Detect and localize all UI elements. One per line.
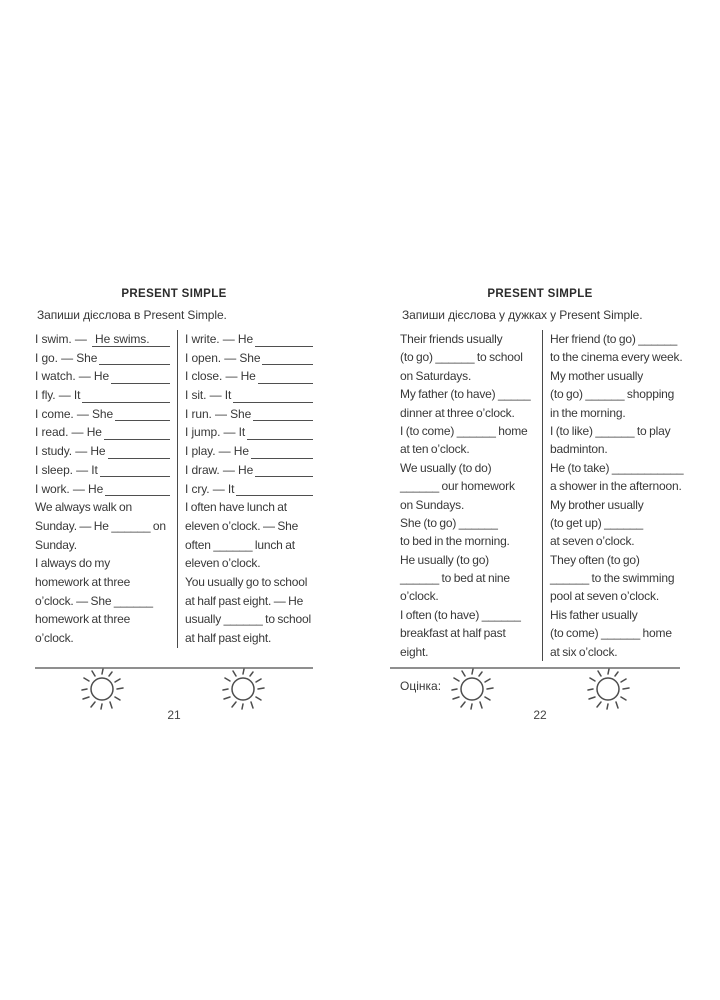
exercise-line: o’clock.: [400, 589, 439, 604]
answer-line: [108, 442, 170, 459]
drill-row: [35, 405, 170, 424]
answer-line: [92, 330, 170, 347]
exercise-line: a shower in the afternoon.: [550, 479, 682, 494]
answer-text: He swims.: [95, 332, 150, 346]
drill-row: [35, 461, 170, 480]
exercise-line: eight.: [400, 644, 429, 659]
answer-line: [258, 367, 313, 384]
drill-prompt: I sit. — It: [185, 388, 232, 403]
exercise-line: His father usually: [550, 607, 638, 622]
drill-row: [185, 349, 313, 368]
answer-line: [255, 330, 313, 347]
sun-icon: [584, 665, 632, 713]
exercise-line: to the cinema every week.: [550, 350, 683, 365]
drill-prompt: I swim. —: [35, 332, 90, 346]
drill-row: [185, 461, 313, 480]
drill-prompt: I study. — He: [35, 444, 106, 459]
exercise-line: He (to take) ___________: [550, 460, 684, 475]
drill-row: [185, 386, 313, 405]
exercise-line: at half past eight. — He: [185, 593, 304, 608]
drill-prompt: I come. — She: [35, 406, 114, 421]
exercise-line: on Saturdays.: [400, 368, 472, 383]
page-title: PRESENT SIMPLE: [121, 288, 227, 300]
exercise-line: eleven o’clock.: [185, 556, 261, 571]
drill-row: [35, 480, 170, 499]
exercise-line: Sunday.: [35, 537, 77, 552]
answer-line: [247, 423, 313, 440]
exercise-line: I often have lunch at: [185, 500, 287, 515]
drill-row: [185, 405, 313, 424]
paragraph-block: [185, 498, 313, 648]
exercise-column-left: [400, 330, 536, 661]
exercise-line: I always do my: [35, 556, 111, 571]
paragraph-block: [550, 330, 684, 661]
drill-prompt: I write. — He: [185, 332, 254, 346]
drill-row: [35, 442, 170, 461]
drill-row: [35, 367, 170, 386]
exercise-line: o’clock.: [35, 631, 74, 645]
answer-line: [233, 386, 313, 403]
exercise-column-left: [35, 330, 170, 648]
page-number: 21: [167, 708, 181, 722]
answer-line: [100, 461, 170, 478]
exercise-line: badminton.: [550, 442, 608, 457]
exercise-columns: [35, 330, 313, 648]
answer-line: [111, 367, 170, 384]
answer-line: [105, 480, 170, 497]
exercise-line: at ten o’clock.: [400, 442, 470, 457]
exercise-line: ______ to the swimming: [550, 571, 675, 586]
drill-prompt: I run. — She: [185, 406, 252, 421]
drill-list: [35, 330, 170, 498]
page-21: [35, 288, 313, 728]
drill-prompt: I cry. — It: [185, 481, 235, 496]
drill-prompt: I sleep. — It: [35, 462, 98, 477]
exercise-line: often ______ lunch at: [185, 537, 295, 552]
exercise-line: on Sundays.: [400, 497, 465, 512]
sun-icon: [78, 665, 126, 713]
sun-icon: [448, 665, 496, 713]
exercise-line: eleven o’clock. — She: [185, 518, 299, 533]
exercise-line: (to go) ______ to school: [400, 350, 523, 365]
answer-line: [99, 349, 170, 366]
drill-prompt: I work. — He: [35, 481, 104, 496]
exercise-line: pool at seven o’clock.: [550, 589, 659, 604]
exercise-columns: [400, 330, 684, 661]
page-title: PRESENT SIMPLE: [487, 288, 593, 300]
exercise-line: homework at three: [35, 612, 131, 627]
drill-prompt: I watch. — He: [35, 369, 110, 384]
drill-prompt: I jump. — It: [185, 425, 246, 440]
exercise-line: homework at three: [35, 574, 131, 589]
drill-row: [185, 480, 313, 499]
exercise-column-right: [178, 330, 313, 648]
exercise-line: My brother usually: [550, 497, 644, 512]
exercise-line: My mother usually: [550, 368, 644, 383]
drill-prompt: I fly. — It: [35, 388, 81, 403]
exercise-line: Their friends usually: [400, 332, 503, 346]
drill-prompt: I draw. — He: [185, 462, 254, 477]
drill-list: [185, 330, 313, 498]
answer-line: [253, 405, 313, 422]
drill-row: [35, 349, 170, 368]
exercise-line: at six o’clock.: [550, 644, 618, 659]
exercise-line: You usually go to school: [185, 574, 308, 589]
drill-prompt: I close. — He: [185, 369, 256, 384]
answer-line: [251, 442, 313, 459]
answer-line: [104, 423, 170, 440]
exercise-line: to bed in the morning.: [400, 534, 510, 549]
drill-row: [185, 330, 313, 349]
score-label: Оцінка:: [400, 679, 442, 693]
exercise-line: He usually (to go): [400, 552, 490, 567]
exercise-line: breakfast at half past: [400, 626, 506, 641]
exercise-line: I (to like) ______ to play: [550, 423, 671, 438]
answer-line: [255, 461, 313, 478]
answer-line: [82, 386, 170, 403]
exercise-line: ______ to bed at nine: [400, 571, 510, 586]
answer-line: [262, 349, 313, 366]
page-22: [400, 288, 684, 728]
sun-icon: [219, 665, 267, 713]
paragraph-block: [400, 330, 536, 661]
exercise-line: We usually (to do): [400, 460, 492, 475]
exercise-line: My father (to have) _____: [400, 387, 531, 402]
drill-prompt: I open. — She: [185, 350, 261, 365]
exercise-line: ______ our homework: [400, 479, 515, 494]
exercise-line: at seven o’clock.: [550, 534, 635, 549]
drill-prompt: I read. — He: [35, 425, 102, 440]
footer-rule: [390, 667, 680, 669]
drill-row: [35, 423, 170, 442]
footer-rule: [35, 667, 313, 669]
answer-line: [236, 480, 313, 497]
answer-line: [115, 405, 170, 422]
drill-row: [185, 442, 313, 461]
drill-prompt: I go. — She: [35, 350, 98, 365]
exercise-line: They often (to go): [550, 552, 640, 567]
exercise-line: (to come) ______ home: [550, 626, 672, 641]
drill-row: [185, 423, 313, 442]
exercise-line: I often (to have) ______: [400, 607, 521, 622]
drill-row: [35, 330, 170, 349]
exercise-instruction: Запиши дієслова в Present Simple.: [37, 308, 227, 322]
exercise-line: She (to go) ______: [400, 515, 498, 530]
drill-row: [35, 386, 170, 405]
exercise-line: (to get up) ______: [550, 515, 644, 530]
exercise-column-right: [543, 330, 684, 661]
exercise-line: at half past eight.: [185, 631, 272, 645]
exercise-line: usually ______ to school: [185, 612, 311, 627]
page-number: 22: [533, 708, 547, 722]
paragraph-block: [35, 498, 170, 648]
exercise-line: We always walk on: [35, 500, 132, 515]
exercise-line: (to go) ______ shopping: [550, 387, 675, 402]
exercise-line: Sunday. — He ______ on: [35, 518, 166, 533]
exercise-line: Her friend (to go) ______: [550, 332, 678, 346]
exercise-line: dinner at three o’clock.: [400, 405, 515, 420]
exercise-instruction: Запиши дієслова у дужках у Present Simple.: [402, 308, 643, 322]
drill-row: [185, 367, 313, 386]
exercise-line: I (to come) ______ home: [400, 423, 528, 438]
exercise-line: in the morning.: [550, 405, 626, 420]
exercise-line: o’clock. — She ______: [35, 593, 153, 608]
drill-prompt: I play. — He: [185, 444, 249, 459]
